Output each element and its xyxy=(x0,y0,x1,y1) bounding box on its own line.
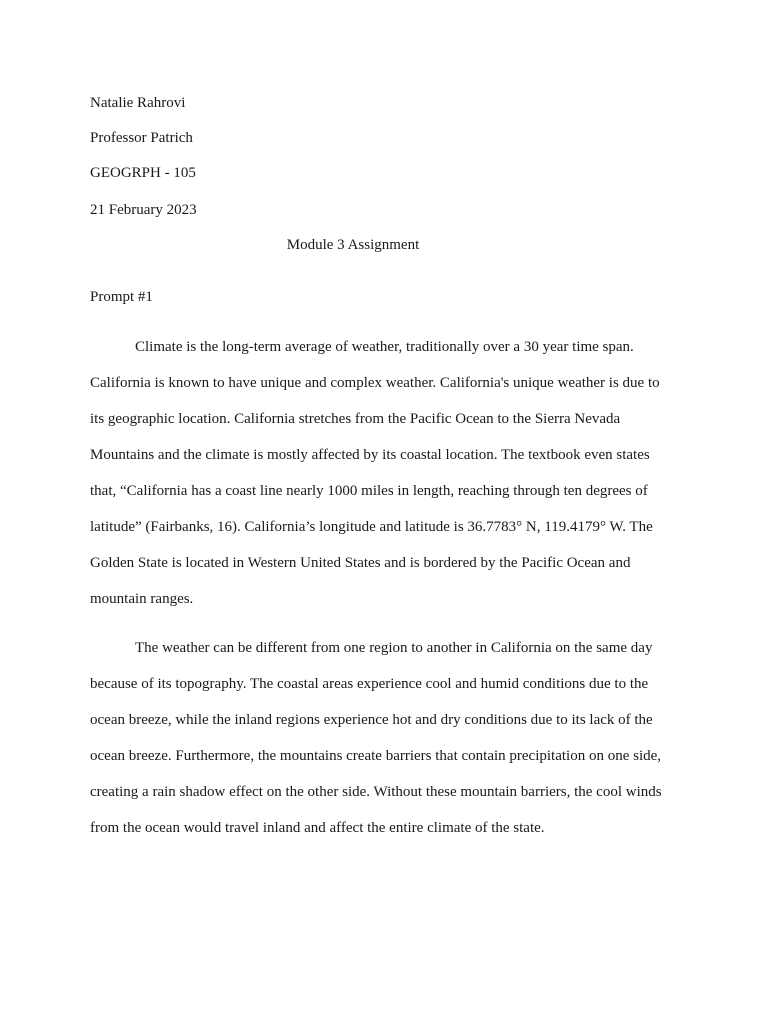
paragraph-2 xyxy=(90,639,680,855)
paragraph-line: mountain ranges. xyxy=(90,591,194,607)
professor-name: Professor Patrich xyxy=(90,130,193,146)
document-title: Module 3 Assignment xyxy=(286,237,420,253)
paragraph-line: Golden State is located in Western United States and is bordered by the Pacific Ocean and xyxy=(90,555,631,571)
paragraph-line: from the ocean would travel inland and affect the entire climate of the state. xyxy=(90,820,545,836)
paragraph-line: ocean breeze, while the inland regions experience hot and dry conditions due to its lack of the xyxy=(90,712,653,728)
paragraph-line: that, “California has a coast line nearly 1000 miles in length, reaching through ten degrees of xyxy=(90,483,648,499)
paragraph-line: Mountains and the climate is mostly affected by its coastal location. The textbook even states xyxy=(90,447,650,463)
paragraph-line: creating a rain shadow effect on the other side. Without these mountain barriers, the cool winds xyxy=(90,784,662,800)
paragraph-line: latitude” (Fairbanks, 16). California’s longitude and latitude is 36.7783° N, 119.4179° W. The xyxy=(90,519,653,535)
course-code: GEOGRPH - 105 xyxy=(90,165,196,181)
paragraph-line: The weather can be different from one region to another in California on the same day xyxy=(135,640,653,656)
paragraph-line: its geographic location. California stretches from the Pacific Ocean to the Sierra Nevada xyxy=(90,411,621,427)
student-name: Natalie Rahrovi xyxy=(90,95,186,111)
assignment-date: 21 February 2023 xyxy=(90,202,197,218)
paragraph-line: because of its topography. The coastal areas experience cool and humid conditions due to the xyxy=(90,676,649,692)
paragraph-1 xyxy=(90,338,680,626)
paragraph-line: ocean breeze. Furthermore, the mountains create barriers that contain precipitation on one side, xyxy=(90,748,662,764)
paragraph-line: California is known to have unique and complex weather. California's unique weather is due to xyxy=(90,375,660,391)
paragraph-line: Climate is the long-term average of weather, traditionally over a 30 year time span. xyxy=(135,339,634,355)
prompt-label: Prompt #1 xyxy=(90,289,153,305)
